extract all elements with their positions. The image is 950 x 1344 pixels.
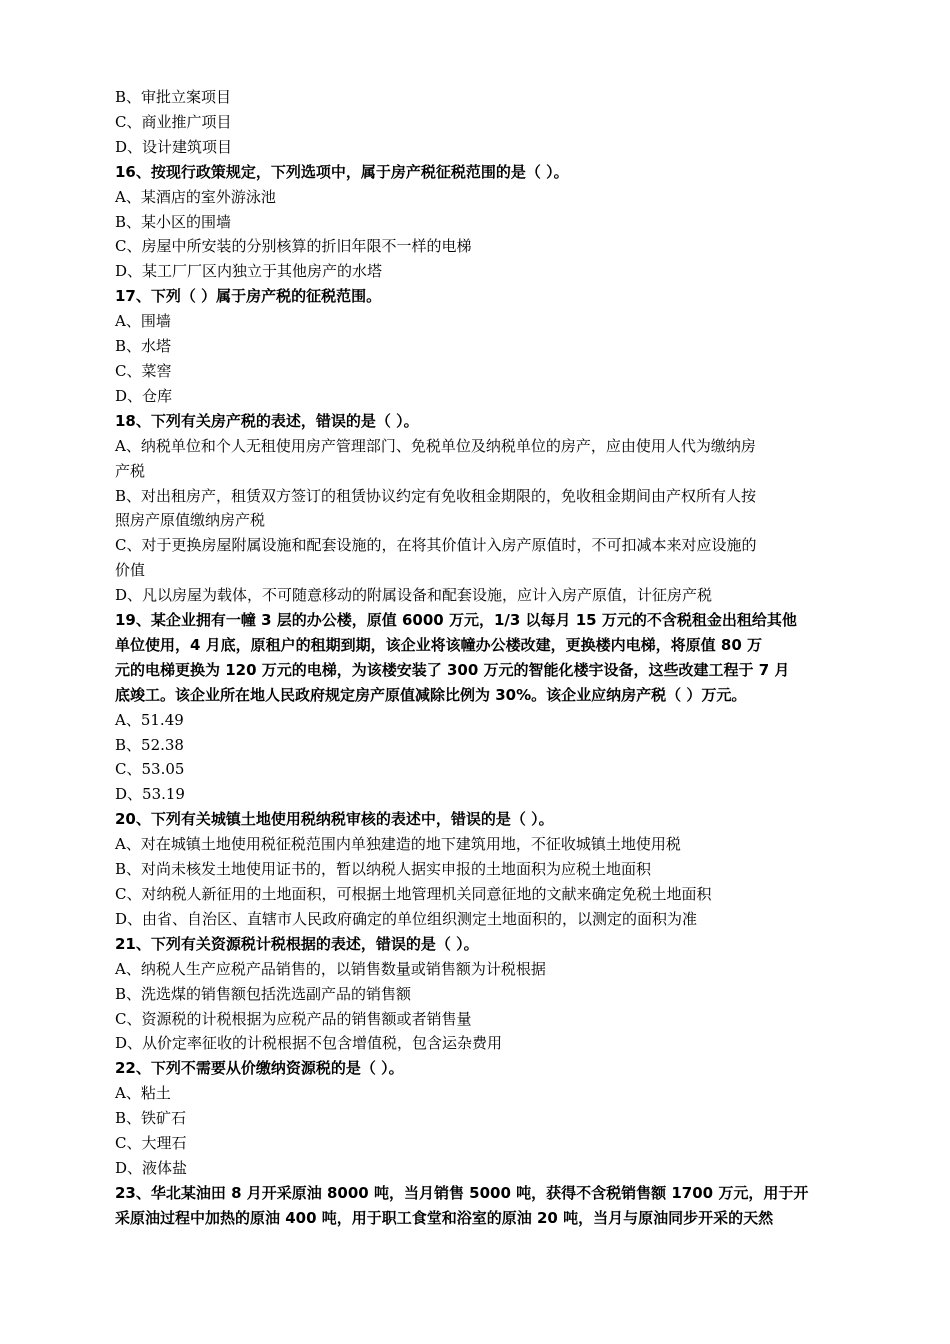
option-text: 照房产原值缴纳房产税 <box>115 511 266 530</box>
question-text: 20、下列有关城镇土地使用税纳税审核的表述中，错误的是（ ）。 <box>115 810 554 829</box>
option-text: B、某小区的围墙 <box>115 212 232 231</box>
option-text: C、房屋中所安装的分别核算的折旧年限不一样的电梯 <box>115 237 472 256</box>
question-text: 采原油过程中加热的原油 400 吨，用于职工食堂和浴室的原油 20 吨，当月与原油同步开采的天然 <box>115 1208 774 1227</box>
option-text: C、大理石 <box>115 1134 187 1153</box>
option-text: D、由省、自治区、直辖市人民政府确定的单位组织测定土地面积的，以测定的面积为准 <box>115 909 698 928</box>
option-text: C、菜窖 <box>115 361 172 380</box>
option-text: 产税 <box>115 461 146 480</box>
option-text: D、液体盐 <box>115 1158 188 1177</box>
option-text: D、凡以房屋为载体，不可随意移动的附属设备和配套设施，应计入房产原值，计征房产税 <box>115 586 713 605</box>
option-text: C、53.05 <box>115 760 185 779</box>
question-text: 23、华北某油田 8 月开采原油 8000 吨，当月销售 5000 吨，获得不含税销售额 1700 万元，用于开 <box>115 1183 809 1202</box>
question-text: 19、某企业拥有一幢 3 层的办公楼，原值 6000 万元，1/3 以每月 15 万元的不含税租金出租给其他 <box>115 611 797 630</box>
question-text: 单位使用，4 月底，原租户的租期到期，该企业将该幢办公楼改建，更换楼内电梯，将原值 80 万 <box>115 635 762 654</box>
question-text: 22、下列不需要从价缴纳资源税的是（ ）。 <box>115 1059 404 1078</box>
option-text: A、围墙 <box>115 312 171 331</box>
option-text: B、对尚未核发土地使用证书的，暂以纳税人据实申报的土地面积为应税土地面积 <box>115 860 652 879</box>
option-text: C、资源税的计税根据为应税产品的销售额或者销售量 <box>115 1009 472 1028</box>
option-text: D、从价定率征收的计税根据不包含增值税，包含运杂费用 <box>115 1034 503 1053</box>
option-text: A、粘土 <box>115 1084 171 1103</box>
option-text: D、仓库 <box>115 386 173 405</box>
option-text: D、设计建筑项目 <box>115 137 233 156</box>
question-text: 16、按现行政策规定，下列选项中，属于房产税征税范围的是（ ）。 <box>115 162 569 181</box>
option-text: A、对在城镇土地使用税征税范围内单独建造的地下建筑用地，不征收城镇土地使用税 <box>115 835 681 854</box>
question-text: 21、下列有关资源税计税根据的表述，错误的是（ ）。 <box>115 934 479 953</box>
option-text: B、水塔 <box>115 337 172 356</box>
option-text: B、洗选煤的销售额包括洗选副产品的销售额 <box>115 984 412 1003</box>
option-text: D、某工厂厂区内独立于其他房产的水塔 <box>115 262 383 281</box>
option-text: B、审批立案项目 <box>115 88 232 106</box>
question-text: 元的电梯更换为 120 万元的电梯，为该楼安装了 300 万元的智能化楼宇设备，这些改建工程于 7 月 <box>115 660 790 679</box>
option-text: C、对纳税人新征用的土地面积，可根据土地管理机关同意征地的文献来确定免税土地面积 <box>115 885 712 903</box>
option-text: B、52.38 <box>115 735 184 754</box>
option-text: C、商业推广项目 <box>115 112 232 131</box>
option-text: B、对出租房产，租赁双方签订的租赁协议约定有免收租金期限的，免收租金期间由产权所有人按 <box>115 486 757 505</box>
question-text: 底竣工。该企业所在地人民政府规定房产原值减除比例为 30%。该企业应纳房产税（ ）万元。 <box>115 685 747 704</box>
question-text: 17、下列（ ）属于房产税的征税范围。 <box>115 287 382 306</box>
question-text: 18、下列有关房产税的表述，错误的是（ ）。 <box>115 411 419 430</box>
option-text: C、对于更换房屋附属设施和配套设施的，在将其价值计入房产原值时，不可扣减本来对应设施的 <box>115 536 757 555</box>
option-text: A、纳税人生产应税产品销售的，以销售数量或销售额为计税根据 <box>115 959 546 978</box>
option-text: A、某酒店的室外游泳池 <box>115 187 276 206</box>
option-text: 价值 <box>115 561 146 580</box>
option-text: A、51.49 <box>115 710 184 729</box>
option-text: B、铁矿石 <box>115 1109 187 1128</box>
option-text: D、53.19 <box>115 785 185 804</box>
option-text: A、纳税单位和个人无租使用房产管理部门、免税单位及纳税单位的房产，应由使用人代为缴纳房 <box>115 436 756 455</box>
